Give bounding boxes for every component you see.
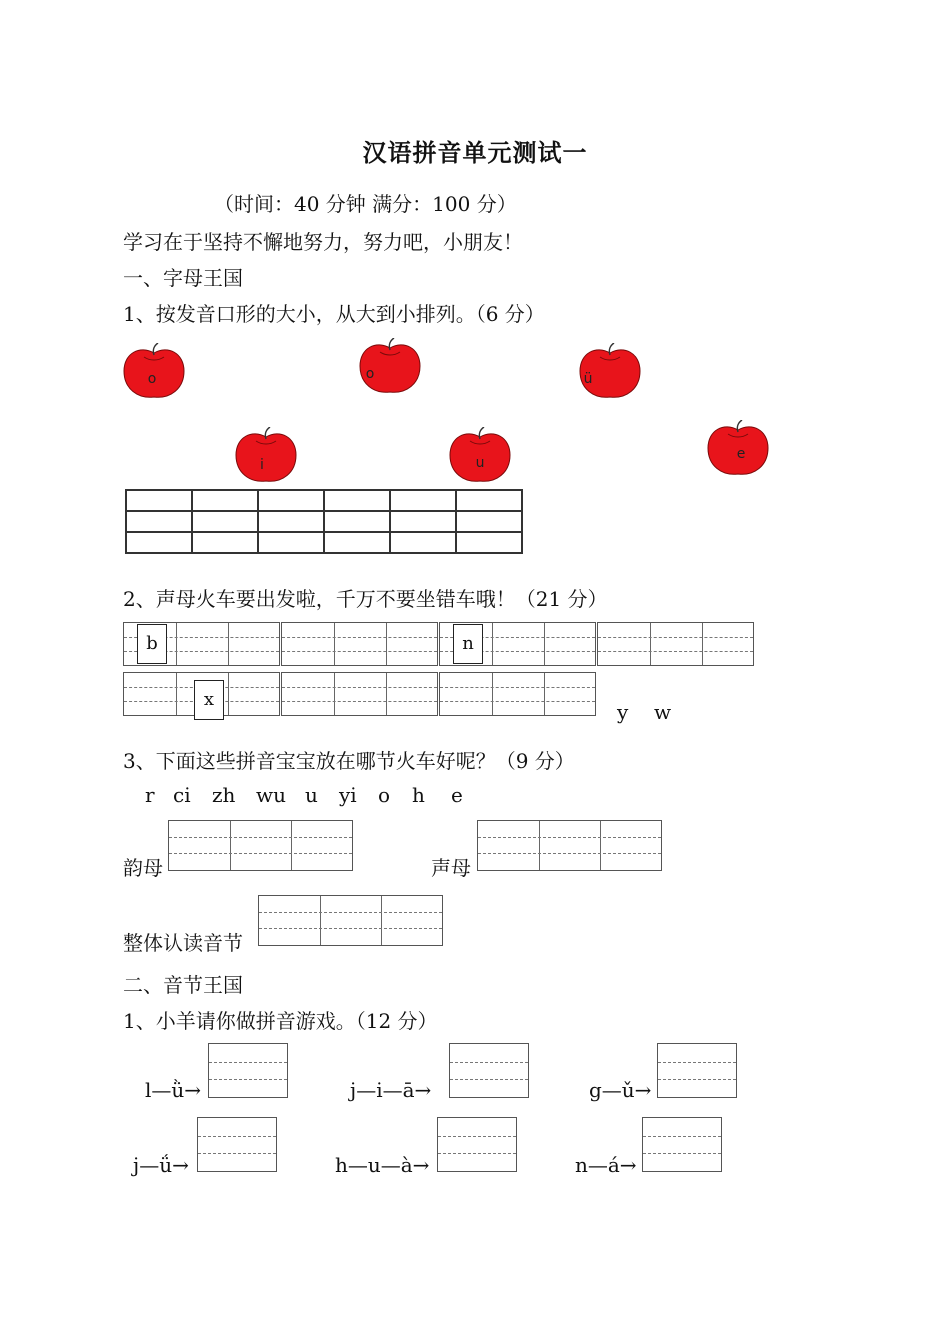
s2q1-text: 1、小羊请你做拼音游戏。（12 分） bbox=[123, 1009, 438, 1033]
pinyin-item: o bbox=[378, 783, 391, 807]
pinyin-item: u bbox=[305, 783, 318, 807]
apple-icon bbox=[234, 427, 298, 485]
svg-text:ü: ü bbox=[583, 371, 593, 387]
answer-box[interactable] bbox=[657, 1043, 737, 1098]
exercise-label: g—ǔ→ bbox=[589, 1078, 652, 1102]
given-letter: n bbox=[453, 624, 483, 664]
answer-box[interactable] bbox=[642, 1117, 722, 1172]
apple-6 bbox=[706, 420, 770, 474]
pinyin-item: zh bbox=[212, 783, 236, 807]
apple-4 bbox=[234, 427, 298, 481]
extra-letter: y bbox=[617, 700, 629, 724]
given-letter: x bbox=[194, 680, 224, 720]
extra-letter: w bbox=[654, 700, 672, 724]
pinyin-item: yi bbox=[339, 783, 357, 807]
exercise-label: j—i—ā→ bbox=[350, 1078, 432, 1102]
apple-icon bbox=[706, 420, 770, 478]
svg-text:o: o bbox=[365, 366, 375, 382]
label-zhengti: 整体认读音节 bbox=[123, 931, 243, 955]
apple-icon bbox=[358, 338, 422, 396]
svg-text:i: i bbox=[260, 457, 264, 473]
given-letter: b bbox=[137, 624, 167, 664]
page-title: 汉语拼音单元测试一 bbox=[362, 138, 588, 167]
pinyin-item: e bbox=[451, 783, 463, 807]
pinyin-item: ci bbox=[173, 783, 191, 807]
apple-icon bbox=[122, 343, 186, 401]
exercise-label: h—u—à→ bbox=[335, 1153, 430, 1177]
answer-box[interactable] bbox=[437, 1117, 517, 1172]
apple-3 bbox=[578, 343, 642, 397]
train-car[interactable] bbox=[281, 672, 438, 716]
answer-box[interactable] bbox=[208, 1043, 288, 1098]
label-shengmu: 声母 bbox=[431, 856, 471, 880]
train-car[interactable] bbox=[281, 622, 438, 666]
q3-text: 3、下面这些拼音宝宝放在哪节火车好呢？（9 分） bbox=[123, 749, 575, 773]
exercise-label: l—ǜ→ bbox=[145, 1078, 202, 1102]
q2-text: 2、声母火车要出发啦，千万不要坐错车哦！（21 分） bbox=[123, 587, 608, 611]
label-yunmu: 韵母 bbox=[123, 856, 163, 880]
apple-icon bbox=[578, 343, 642, 401]
yunmu-boxes[interactable] bbox=[168, 820, 353, 871]
apple-icon bbox=[448, 427, 512, 485]
section2-heading: 二、音节王国 bbox=[123, 973, 243, 997]
motto: 学习在于坚持不懈地努力，努力吧，小朋友！ bbox=[123, 230, 523, 254]
svg-text:e: e bbox=[736, 446, 746, 462]
answer-box[interactable] bbox=[449, 1043, 529, 1098]
section1-heading: 一、字母王国 bbox=[123, 266, 243, 290]
exercise-label: n—á→ bbox=[575, 1153, 637, 1177]
pinyin-item: r bbox=[145, 783, 155, 807]
shengmu-boxes[interactable] bbox=[477, 820, 662, 871]
zhengti-boxes[interactable] bbox=[258, 895, 443, 946]
apple-1 bbox=[122, 343, 186, 397]
pinyin-item: h bbox=[412, 783, 425, 807]
svg-text:u: u bbox=[475, 455, 485, 471]
exercise-label: j—ǘ→ bbox=[133, 1153, 189, 1177]
answer-box[interactable] bbox=[197, 1117, 277, 1172]
train-car[interactable] bbox=[439, 672, 596, 716]
svg-text:o: o bbox=[147, 371, 157, 387]
pinyin-item: wu bbox=[256, 783, 286, 807]
apple-2 bbox=[358, 338, 422, 392]
train-car[interactable] bbox=[597, 622, 754, 666]
q1-text: 1、按发音口形的大小，从大到小排列。（6 分） bbox=[123, 302, 545, 326]
q1-answer-grid bbox=[125, 489, 523, 554]
apple-5 bbox=[448, 427, 512, 481]
subtitle: （时间：40 分钟 满分：100 分） bbox=[214, 192, 517, 216]
